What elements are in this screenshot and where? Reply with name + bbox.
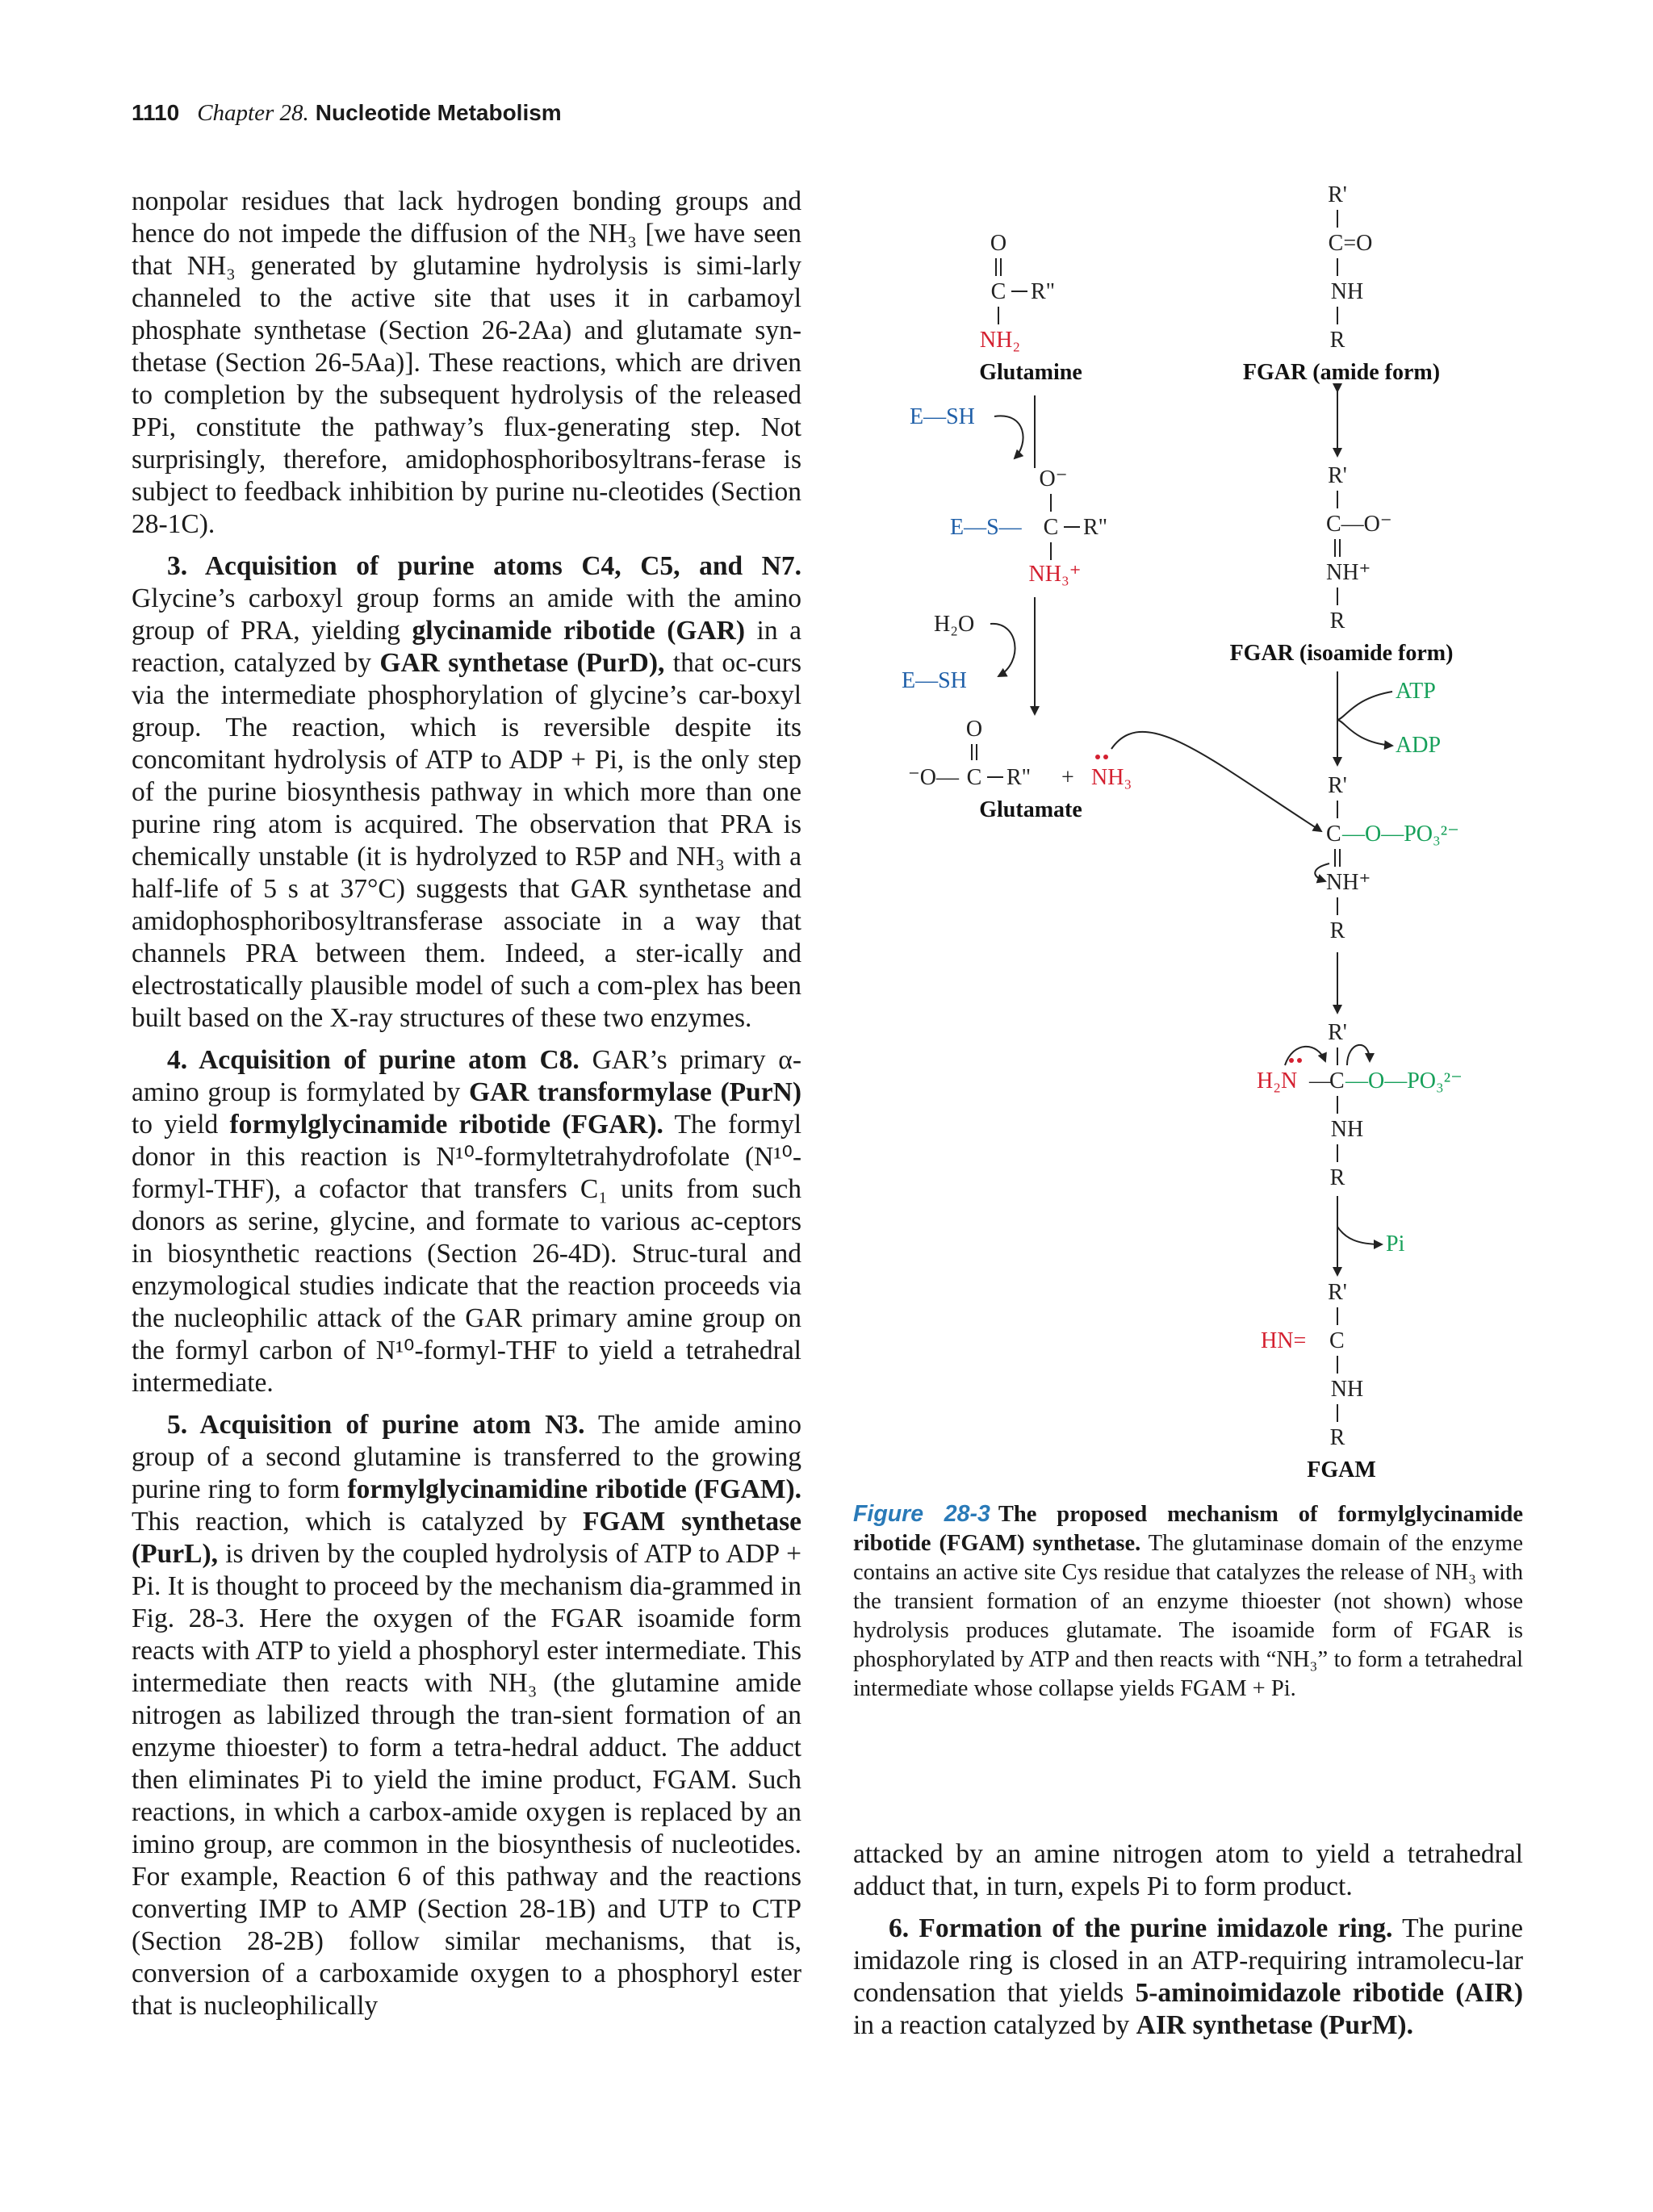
tetrahedral-r: R xyxy=(1329,1165,1345,1190)
fgar-r: R xyxy=(1329,328,1345,353)
section-5-paragraph: 5. Acquisition of purine atom N3. The amide amino group of a second glutamine is transferred to the growing purine ring to form formylglycinamidine ribotide (FGAM). This reaction, which is catalyzed by FGAM synthetase (PurL), is driven by the coupled hydrolysis of ATP to ADP + Pi. It is thought to proceed by the mechanism dia-grammed in Fig. 28-3. Here the oxygen of the FGAR isoamide form reacts with ATP to yield a phosphoryl ester intermediate. This intermediate then reacts with NH₃ (the glutamine amide nitrogen as labilized through the tran-sient formation of an enzyme thioester) to form a tetra-hedral adduct. The adduct then eliminates Pi to yield the imine product, FGAM. Such reactions, in which a carbox-amide oxygen is replaced by an imino group, are common in the biosynthesis of nucleotides. For example, Reaction 6 of this pathway and the reactions converting IMP to AMP (Section 28-1B) and UTP to CTP (Section 28-2B) follow similar mechanisms, that is, conversion of a carboxamide oxygen to a phosphoryl ester that is nucleophilically xyxy=(132,1410,801,2021)
fgar-nh: NH xyxy=(1330,279,1364,304)
tetrahedral-h2n: H₂N xyxy=(1257,1068,1298,1093)
paragraph-intro: nonpolar residues that lack hydrogen bonding groups and hence do not impede the diffusion of the NH₃ [we have seen that NH₃ generated by glutamine hydrolysis is simi-larly channeled to the active site that uses it in carbamoyl phosphate synthetase (Section 26-2Aa) and glutamate syn-thetase (Section 26-5Aa)]. These reactions, which are driven to completion by the subsequent hydrolysis of the released PPi, constitute the pathway’s flux-generating step. Not surprisingly, therefore, amidophosphoribosyltrans-ferase is subject to feedback inhibition by purine nu-cleotides (Section 28-1C). xyxy=(132,186,801,539)
chapter-number: Chapter 28. xyxy=(197,100,309,126)
tetrahedral-phosphate: —O—PO₃²⁻ xyxy=(1345,1068,1463,1093)
glutamine-label: Glutamine xyxy=(979,360,1082,385)
glutamate-label: Glutamate xyxy=(979,797,1082,822)
section-4-heading: 4. Acquisition of purine atom C8. xyxy=(167,1045,580,1075)
ammonia-attack-arrow xyxy=(1111,732,1321,831)
glutamate-carboxylate: ⁻O— xyxy=(908,765,959,790)
figure-title: The proposed mechanism of formylglycinamide ribotide (FGAM) synthetase. xyxy=(853,1502,1523,1556)
glutamine-carbonyl-o: O xyxy=(990,231,1007,256)
isoamide-r-prime: R' xyxy=(1328,463,1347,488)
left-column xyxy=(132,186,801,2022)
figure-label: Figure 28-3 xyxy=(853,1501,990,1527)
tetrahedral-r-prime: R' xyxy=(1328,1020,1347,1045)
fgam-nh: NH xyxy=(1330,1377,1364,1402)
enzyme-sh-in: E—SH xyxy=(910,404,975,429)
figure-caption-body: The glutaminase domain of the enzyme contains an active site Cys residue that catalyzes the release of NH₃ with the transient formation of an enzyme thioester (not shown) whose hydrolysis produces glutamate. The isoamide form of FGAR is phosphorylated by ATP and then reacts with “NH₃” to form a tetrahedral intermediate whose collapse yields FGAM + Pi. xyxy=(853,1531,1524,1701)
mechanism-svg xyxy=(853,178,1531,1501)
phospho-r: R xyxy=(1329,918,1345,943)
enzyme-sh-out: E—SH xyxy=(902,668,967,693)
running-head xyxy=(132,100,562,127)
page-number: 1110 xyxy=(132,100,180,125)
fgar-amide-label: FGAR (amide form) xyxy=(1242,360,1441,385)
intermediate-carbon: C xyxy=(1043,515,1059,540)
lone-pair-dot xyxy=(1297,1058,1302,1063)
isoamide-r: R xyxy=(1329,608,1345,633)
intermediate-nh3-plus: NH₃⁺ xyxy=(1028,562,1082,587)
section-3-heading: 3. Acquisition of purine atoms C4, C5, and N7. xyxy=(167,551,801,581)
glutamine-r-group: R" xyxy=(1031,279,1056,304)
chapter-title: Nucleotide Metabolism xyxy=(315,100,562,125)
right-column-text xyxy=(853,1838,1523,2042)
phospho-nh-plus: NH⁺ xyxy=(1326,870,1371,895)
hydrolysis-arrow xyxy=(990,624,1015,676)
fgar-carbonyl: C=O xyxy=(1328,231,1373,256)
water: H₂O xyxy=(934,612,975,637)
phospho-c: C xyxy=(1326,822,1341,847)
tetrahedral-dash: — xyxy=(1309,1068,1332,1093)
glutamate-r-group: R" xyxy=(1006,765,1032,790)
fgam-r-prime: R' xyxy=(1328,1280,1347,1305)
lone-pair-dot xyxy=(1289,1058,1294,1063)
intermediate-o-minus: O⁻ xyxy=(1039,466,1068,491)
lone-pair-dot xyxy=(1095,755,1100,759)
lone-pair-dot xyxy=(1103,755,1108,759)
fgam-label: FGAM xyxy=(1307,1457,1376,1482)
section-3-paragraph: 3. Acquisition of purine atoms C4, C5, and N7. Glycine’s carboxyl group forms an amide with the amino group of PRA, yielding glycinamide ribotide (GAR) in a reaction, catalyzed by GAR synthetase (PurD), that oc-curs via the intermediate phosphorylation of glycine’s car-boxyl group. The reaction, which is reversible despite its concomitant hydrolysis of ATP to ADP + Pi, is the only step of the purine biosynthesis pathway in which more than one purine ring atom is acquired. The observation that PRA is chemically unstable (it is hydrolyzed to R5P and NH₃ with a half-life of 5 s at 37°C) suggests that GAR synthetase and amidophosphoribosyltransferase associate in a way that channels PRA between them. Indeed, a ster-ically and electrostatically plausible model of such a com-plex has been built based on the X-ray structures of these two enzymes. xyxy=(132,551,801,1033)
fgam-c: C xyxy=(1329,1328,1345,1353)
tetrahedral-c: C xyxy=(1329,1068,1345,1093)
fgam-imine: HN= xyxy=(1261,1328,1307,1353)
figure-28-3-diagram xyxy=(853,178,1531,1501)
section-5-heading: 5. Acquisition of purine atom N3. xyxy=(167,1410,585,1440)
section-6-paragraph: 6. Formation of the purine imidazole ring. The purine imidazole ring is closed in an ATP-requiring intramolecu-lar condensation that yields 5-aminoimidazole ribotide (AIR) in a reaction catalyzed by AIR synthetase (PurM). xyxy=(853,1913,1524,2040)
enzyme-thioester: E—S— xyxy=(950,515,1022,540)
collapse-arrow-2 xyxy=(1347,1045,1370,1065)
phospho-ester: —O—PO₃²⁻ xyxy=(1342,822,1459,847)
fgam-r: R xyxy=(1329,1425,1345,1450)
fgar-isoamide-label: FGAR (isoamide form) xyxy=(1229,641,1454,666)
fgar-r-prime: R' xyxy=(1328,182,1347,207)
pi-release-arrow xyxy=(1337,1227,1382,1244)
isoamide-c-o-minus: C—O⁻ xyxy=(1326,512,1392,537)
glutamate-carbonyl-o: O xyxy=(965,717,983,742)
tetrahedral-nh: NH xyxy=(1330,1117,1364,1142)
figure-caption xyxy=(853,1499,1523,1704)
intermediate-r-group: R" xyxy=(1083,515,1108,540)
adp-label: ADP xyxy=(1396,733,1442,758)
paragraph-continuation: attacked by an amine nitrogen atom to yield a tetrahedral adduct that, in turn, expels Pi to form product. xyxy=(853,1839,1523,1901)
phospho-r-prime: R' xyxy=(1328,773,1347,798)
pi-label: Pi xyxy=(1386,1231,1405,1257)
atp-label: ATP xyxy=(1396,679,1436,704)
atp-adp-arrow xyxy=(1337,692,1392,746)
glutamine-carbon: C xyxy=(990,279,1006,304)
section-4-paragraph: 4. Acquisition of purine atom C8. GAR’s primary α-amino group is formylated by GAR transformylase (PurN) to yield formylglycinamide ribotide (FGAR). The formyl donor in this reaction is N¹⁰-formyltetrahydrofolate (N¹⁰-formyl-THF), a cofactor that transfers C₁ units from such donors as serine, glycine, and formate to various ac-ceptors in biosynthetic reactions (Section 26-4D). Struc-tural and enzymological studies indicate that the reaction proceeds via the nucleophilic attack of the GAR primary amine group on the formyl carbon of N¹⁰-formyl-THF to yield a tetrahedral intermediate. xyxy=(132,1045,802,1398)
glutamine-nh2: NH₂ xyxy=(979,328,1021,353)
section-6-heading: 6. Formation of the purine imidazole ring. xyxy=(889,1913,1393,1943)
glutamate-carbon: C xyxy=(966,765,982,790)
isoamide-nh-plus: NH⁺ xyxy=(1326,560,1371,585)
ammonia: NH₃ xyxy=(1091,765,1132,790)
plus-sign: + xyxy=(1061,765,1074,790)
thiol-attack-arrow xyxy=(994,416,1023,458)
